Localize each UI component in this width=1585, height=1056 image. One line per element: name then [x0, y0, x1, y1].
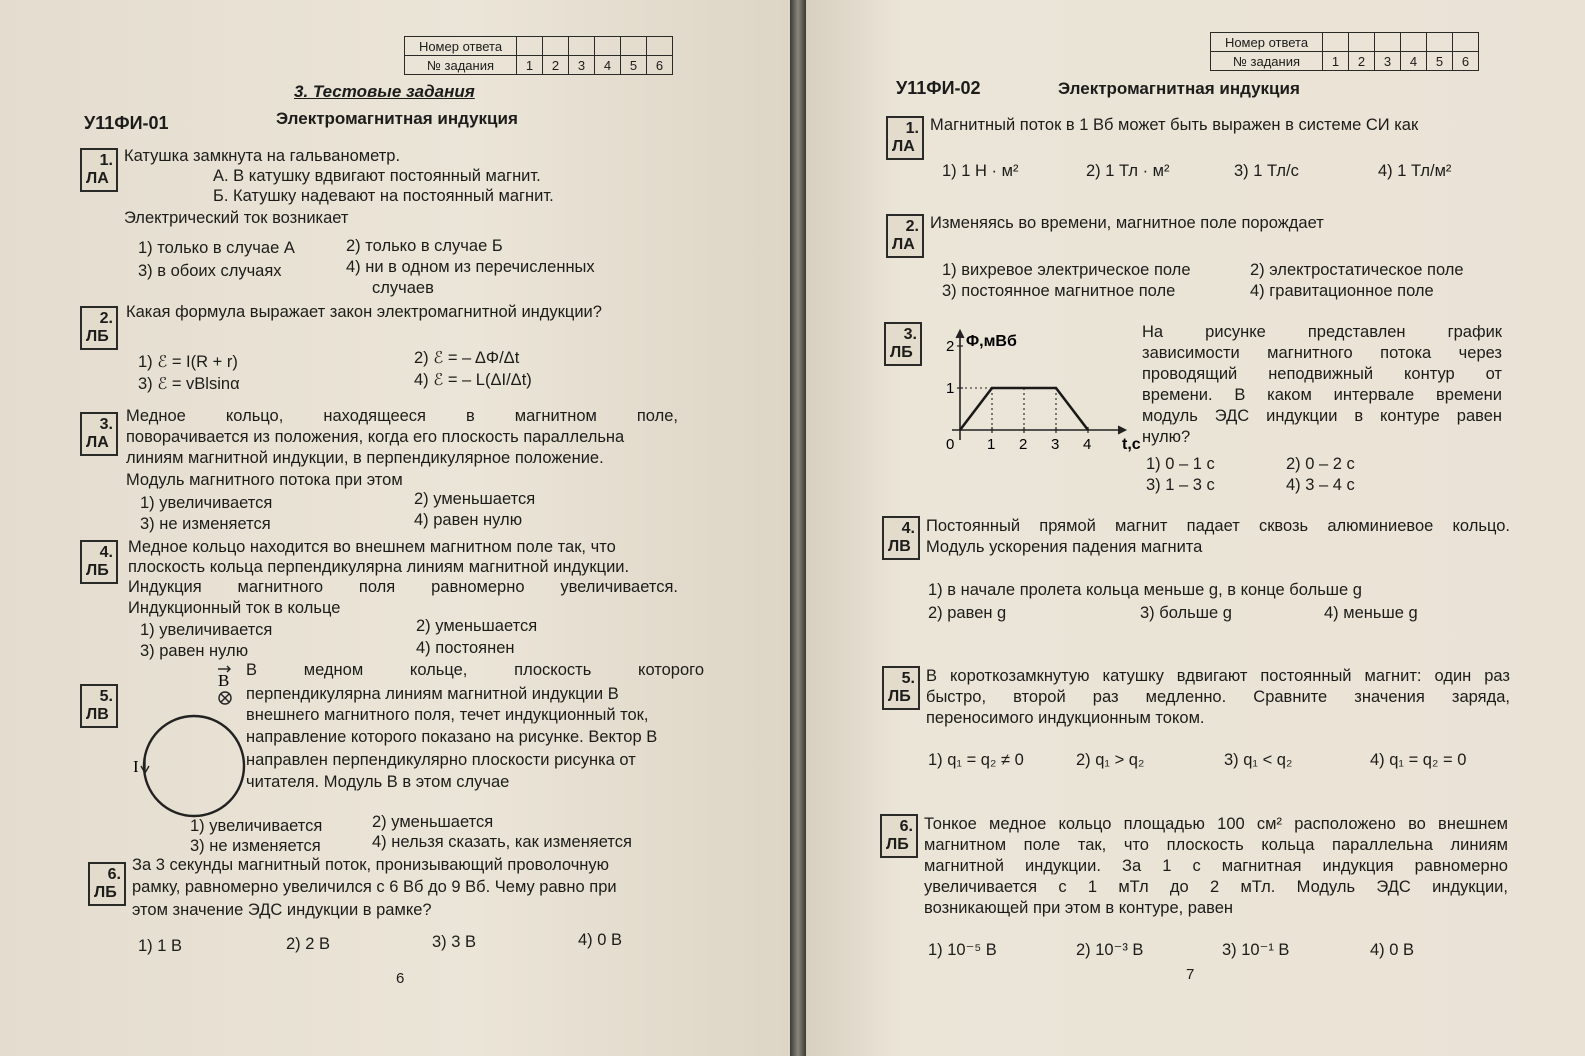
question-text: Катушка замкнута на гальванометр. — [124, 147, 401, 165]
option: 1) увеличивается — [190, 817, 323, 835]
option: 4) 3 – 4 с — [1286, 476, 1355, 494]
question-level: ЛА — [892, 138, 915, 155]
option: 2) электростатическое поле — [1250, 261, 1464, 279]
option: 1) увеличивается — [140, 621, 273, 639]
x-axis-label: t,c — [1122, 436, 1141, 453]
test-title: Электромагнитная индукция — [276, 109, 518, 128]
answer-cell[interactable] — [1453, 33, 1479, 52]
question-box — [80, 148, 118, 192]
question-box — [80, 306, 118, 350]
page-number: 7 — [1186, 966, 1195, 983]
x-tick-label: 3 — [1051, 436, 1060, 453]
question-box — [884, 322, 922, 366]
option: 4) ℰ = – L(ΔI/Δt) — [414, 371, 532, 389]
question-text: Медное кольцо находится во внешнем магнитном поле так, что — [128, 538, 616, 556]
question-text: плоскость кольца перпендикулярна линиям магнитной индукции. — [128, 558, 630, 576]
y-tick-label: 2 — [946, 338, 955, 355]
question-text: перпендикулярна линиям магнитной индукции B — [246, 685, 619, 703]
question-text: читателя. Модуль B в этом случае — [246, 773, 510, 791]
question-text: направлен перпендикулярно плоскости рисунка от — [246, 751, 636, 769]
question-box — [886, 116, 924, 160]
option: 2) уменьшается — [372, 813, 494, 831]
option: 1) ℰ = I(R + r) — [138, 353, 238, 371]
x-tick-label: 4 — [1083, 436, 1092, 453]
task-number: 6 — [1453, 52, 1479, 71]
question-level: ЛБ — [888, 688, 911, 705]
question-text: На рисунке представлен график — [1142, 323, 1502, 341]
question-text: направление которого показано на рисунке. Вектор B — [246, 728, 658, 746]
question-text: проводящий неподвижный контур от — [1142, 365, 1502, 383]
option: 3) не изменяется — [140, 515, 271, 533]
question-level: ЛБ — [94, 884, 117, 901]
question-text: магнитном поле так, что плоскость кольца параллельна линиям — [924, 836, 1508, 854]
question-level: ЛБ — [86, 328, 109, 345]
left-page — [0, 0, 790, 1056]
option: 4) ни в одном из перечисленных — [346, 258, 595, 276]
question-text: Индукция магнитного поля равномерно увеличивается. — [128, 578, 678, 596]
fig-label-i: I — [133, 757, 139, 776]
question-text: Б. Катушку надевают на постоянный магнит. — [213, 187, 554, 205]
task-number: 2 — [543, 56, 569, 75]
answer-cell[interactable] — [1349, 33, 1375, 52]
section-title: 3. Тестовые задания — [294, 82, 475, 101]
question-number: 4. — [99, 544, 113, 561]
option: 3) q₁ < q₂ — [1224, 751, 1293, 769]
question-text: линиям магнитной индукции, в перпендикулярное положение. — [126, 449, 604, 467]
ring-figure — [130, 660, 250, 820]
question-text: переносимого индукционным током. — [926, 709, 1205, 727]
answer-cell[interactable] — [621, 37, 647, 56]
question-text: Медное кольцо, находящееся в магнитном поле, — [126, 407, 678, 425]
answer-cell[interactable] — [543, 37, 569, 56]
option: 4) равен нулю — [414, 511, 523, 529]
y-axis-label: Φ,мВб — [966, 333, 1017, 350]
option: 2) 1 Тл · м² — [1086, 162, 1170, 180]
task-number: 4 — [1401, 52, 1427, 71]
question-level: ЛА — [86, 170, 109, 187]
x-axis-arrow-icon — [1118, 426, 1126, 434]
option: 4) нельзя сказать, как изменяется — [372, 833, 632, 851]
answer-table-row1: Номер ответа — [1211, 33, 1323, 52]
question-text: Какая формула выражает закон электромагнитной индукции? — [126, 303, 602, 321]
question-number: 3. — [903, 326, 917, 343]
question-text: модуль ЭДС индукции в контуре равен — [1142, 407, 1502, 425]
option: 2) уменьшается — [414, 490, 536, 508]
y-tick-label: 1 — [946, 380, 955, 397]
option: 1) q₁ = q₂ ≠ 0 — [928, 751, 1024, 769]
option: 2) 10⁻³ В — [1076, 941, 1144, 959]
answer-cell[interactable] — [595, 37, 621, 56]
task-number: 4 — [595, 56, 621, 75]
option: 3) ℰ = vBlsinα — [138, 375, 240, 393]
option: 1) 10⁻⁵ В — [928, 941, 997, 959]
option: 3) равен нулю — [140, 642, 249, 660]
option: 1) в начале пролета кольца меньше g, в конце больше g — [928, 581, 1362, 599]
task-number: 3 — [569, 56, 595, 75]
answer-cell[interactable] — [1427, 33, 1453, 52]
question-number: 5. — [99, 688, 113, 705]
option: 1) 1 Н · м² — [942, 162, 1019, 180]
option: 4) гравитационное поле — [1250, 282, 1434, 300]
answer-table-row1: Номер ответа — [405, 37, 517, 56]
option: 3) 1 – 3 с — [1146, 476, 1215, 494]
task-number: 6 — [647, 56, 673, 75]
question-text: Модуль ускорения падения магнита — [926, 538, 1203, 556]
option: 4) 1 Тл/м² — [1378, 162, 1452, 180]
answer-cell[interactable] — [1401, 33, 1427, 52]
option: 4) меньше g — [1324, 604, 1418, 622]
copper-ring — [144, 716, 244, 816]
option: 2) только в случае Б — [346, 237, 503, 255]
question-number: 1. — [99, 152, 113, 169]
x-tick-label: 2 — [1019, 436, 1028, 453]
question-text: Модуль магнитного потока при этом — [126, 471, 403, 489]
answer-cell[interactable] — [1323, 33, 1349, 52]
task-number: 1 — [517, 56, 543, 75]
question-text: времени. В каком интервале времени — [1142, 386, 1502, 404]
option: 2) 2 В — [286, 935, 331, 953]
option: 3) постоянное магнитное поле — [942, 282, 1176, 300]
book-spine — [790, 0, 806, 1056]
question-box — [886, 214, 924, 258]
question-text: нулю? — [1142, 428, 1191, 446]
option: 1) увеличивается — [140, 494, 273, 512]
right-page — [806, 0, 1585, 1056]
option: 3) 3 В — [432, 933, 477, 951]
option: 4) 0 В — [578, 931, 623, 949]
option: 3) больше g — [1140, 604, 1232, 622]
question-text: внешнего магнитного поля, течет индукционный ток, — [246, 706, 649, 724]
answer-cell[interactable] — [647, 37, 673, 56]
answer-cell[interactable] — [1375, 33, 1401, 52]
question-text: быстро, второй раз медленно. Сравните значения заряда, — [926, 688, 1510, 706]
question-text: рамку, равномерно увеличился с 6 Вб до 9 Вб. Чему равно при — [132, 878, 617, 896]
fig-label-b: B — [218, 671, 230, 690]
option: 1) 1 В — [138, 937, 183, 955]
question-text: Изменяясь во времени, магнитное поле порождает — [930, 214, 1324, 232]
question-text: увеличивается с 1 мТл до 2 мТл. Модуль ЭДС индукции, — [924, 878, 1508, 896]
question-box — [882, 666, 920, 710]
option: случаев — [372, 279, 434, 297]
question-text: этом значение ЭДС индукции в рамке? — [132, 901, 432, 919]
option: 4) постоянен — [416, 639, 515, 657]
question-box — [80, 684, 118, 728]
answer-cell[interactable] — [569, 37, 595, 56]
option: 3) в обоих случаях — [138, 262, 282, 280]
question-box — [80, 540, 118, 584]
question-level: ЛА — [892, 236, 915, 253]
x-tick-label: 0 — [946, 436, 955, 453]
question-text: Электрический ток возникает — [124, 209, 349, 227]
question-box — [882, 516, 920, 560]
test-code: У11ФИ-01 — [84, 113, 169, 133]
question-number: 6. — [899, 818, 913, 835]
option: 2) 0 – 2 с — [1286, 455, 1355, 473]
question-text: возникающей при этом в контуре, равен — [924, 899, 1234, 917]
question-level: ЛВ — [888, 538, 911, 555]
flux-chart — [930, 324, 1150, 454]
y-axis-arrow-icon — [956, 330, 964, 338]
option: 2) q₁ > q₂ — [1076, 751, 1145, 769]
option: 2) уменьшается — [416, 617, 538, 635]
x-tick-label: 1 — [987, 436, 996, 453]
question-number: 2. — [99, 310, 113, 327]
question-level: ЛБ — [886, 836, 909, 853]
question-box — [880, 814, 918, 858]
test-code: У11ФИ-02 — [896, 78, 981, 98]
task-number: 5 — [1427, 52, 1453, 71]
question-text: поворачивается из положения, когда его плоскость параллельна — [126, 428, 625, 446]
option: 3) не изменяется — [190, 837, 321, 855]
task-number: 5 — [621, 56, 647, 75]
question-text: Магнитный поток в 1 Вб может быть выражен в системе СИ как — [930, 116, 1419, 134]
question-text: Тонкое медное кольцо площадью 100 см² расположено во внешнем — [924, 815, 1508, 833]
question-number: 4. — [901, 520, 915, 537]
question-level: ЛБ — [890, 344, 913, 361]
option: 3) 1 Тл/с — [1234, 162, 1299, 180]
option: 4) q₁ = q₂ = 0 — [1370, 751, 1467, 769]
option: 1) только в случае А — [138, 239, 295, 257]
question-text: зависимости магнитного потока через — [1142, 344, 1502, 362]
answer-table-row2: № задания — [1211, 52, 1323, 71]
answer-table — [404, 36, 673, 75]
question-text: В медном кольце, плоскость которого — [246, 661, 704, 679]
task-number: 2 — [1349, 52, 1375, 71]
question-text: А. В катушку вдвигают постоянный магнит. — [213, 167, 541, 185]
question-text: В короткозамкнутую катушку вдвигают постоянный магнит: один раз — [926, 667, 1510, 685]
option: 4) 0 В — [1370, 941, 1415, 959]
answer-cell[interactable] — [517, 37, 543, 56]
task-number: 1 — [1323, 52, 1349, 71]
question-box — [88, 862, 126, 906]
question-text: Индукционный ток в кольце — [128, 599, 341, 617]
option: 2) ℰ = – ΔΦ/Δt — [414, 349, 520, 367]
question-box — [80, 412, 118, 456]
option: 1) вихревое электрическое поле — [942, 261, 1191, 279]
test-title: Электромагнитная индукция — [1058, 79, 1300, 98]
answer-table-row2: № задания — [405, 56, 517, 75]
question-number: 6. — [107, 866, 121, 883]
option: 3) 10⁻¹ В — [1222, 941, 1290, 959]
question-level: ЛБ — [86, 562, 109, 579]
question-text: За 3 секунды магнитный поток, пронизывающий проволочную — [132, 856, 610, 874]
task-number: 3 — [1375, 52, 1401, 71]
question-number: 2. — [905, 218, 919, 235]
question-level: ЛВ — [86, 706, 109, 723]
page-number: 6 — [396, 970, 405, 987]
question-text: магнитной индукции. За 1 с магнитная индукция равномерно — [924, 857, 1508, 875]
question-number: 5. — [901, 670, 915, 687]
question-level: ЛА — [86, 434, 109, 451]
option: 1) 0 – 1 с — [1146, 455, 1215, 473]
question-number: 3. — [99, 416, 113, 433]
answer-table — [1210, 32, 1479, 71]
option: 2) равен g — [928, 604, 1007, 622]
question-text: Постоянный прямой магнит падает сквозь алюминиевое кольцо. — [926, 517, 1510, 535]
question-number: 1. — [905, 120, 919, 137]
